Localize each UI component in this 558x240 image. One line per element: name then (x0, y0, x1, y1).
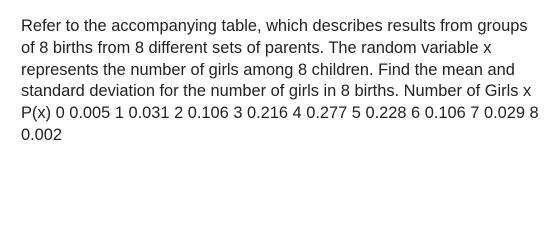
question-text: Refer to the accompanying table, which describes results from groups of 8 births from 8 different sets of parents. The random variable x represents the number of girls among 8 children. Find the mean and standard deviation for the number of girls in 8 births. Number of Girls x P(x) 0 0.005 1 0.031 2 0.106 3 0.216 4 0.277 5 0.228 6 0.106 7 0.029 8 0.002 (21, 17, 539, 144)
